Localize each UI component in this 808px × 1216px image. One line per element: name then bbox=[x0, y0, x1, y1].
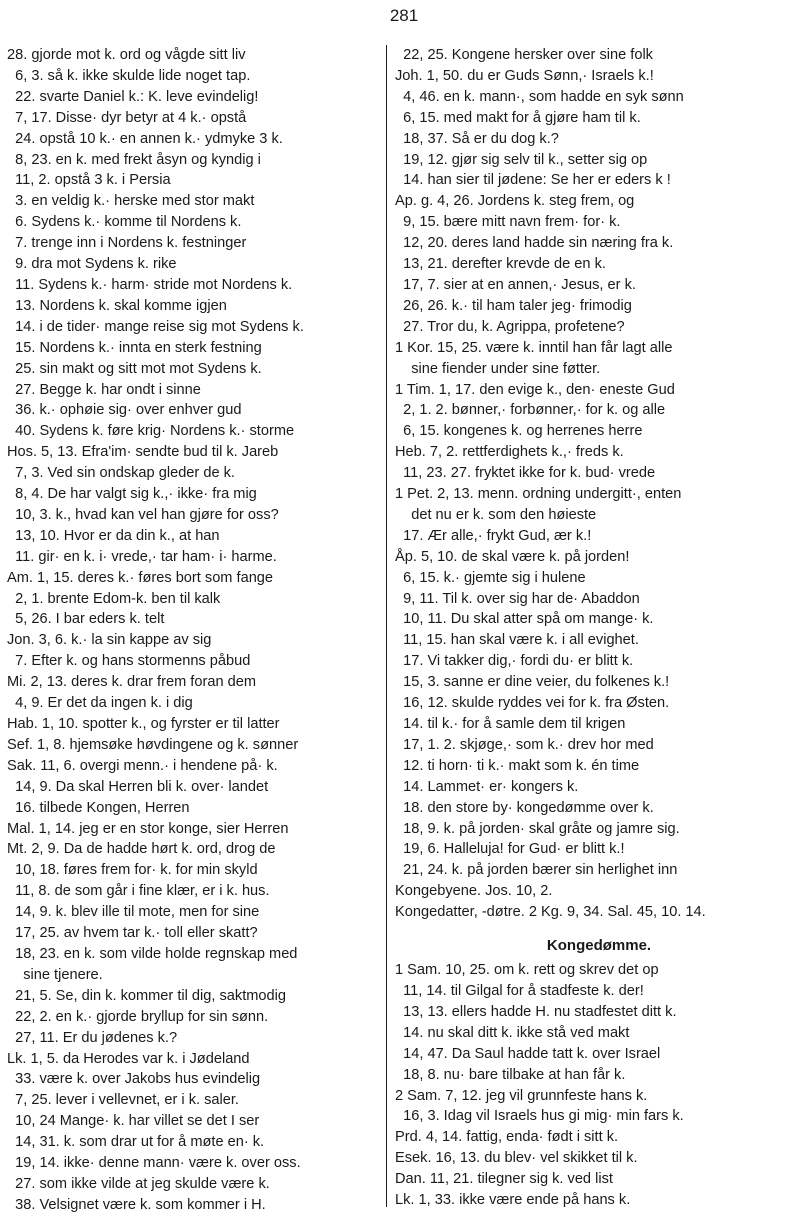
entry-line: 13. Nordens k. skal komme igjen bbox=[7, 297, 227, 314]
entry-line: 27, 11. Er du jødenes k.? bbox=[7, 1029, 178, 1046]
entry-line: 13, 21. derefter krevde de en k. bbox=[395, 256, 606, 273]
right-column-entries-a bbox=[395, 45, 803, 923]
entry-line: Sef. 1, 8. hjemsøke høvdingene og k. sønner bbox=[7, 736, 299, 753]
entry-line: Joh. 1, 50. du er Guds Sønn,· Israels k.! bbox=[395, 67, 654, 84]
entry-line: 11, 15. han skal være k. i all evighet. bbox=[395, 632, 639, 649]
entry-line: 9. dra mot Sydens k. rike bbox=[7, 256, 177, 273]
entry-line: 19, 6. Halleluja! for Gud· er blitt k.! bbox=[395, 841, 625, 858]
entry-line: 13, 13. ellers hadde H. nu stadfestet ditt k. bbox=[395, 1003, 677, 1020]
entry-line: 16, 3. Idag vil Israels hus gi mig· min fars k. bbox=[395, 1108, 684, 1125]
entry-line: 7, 17. Disse· dyr betyr at 4 k.· opstå bbox=[7, 109, 247, 126]
entry-line: 25. sin makt og sitt mot mot Sydens k. bbox=[7, 360, 262, 377]
entry-line: 18, 23. en k. som vilde holde regnskap med bbox=[7, 945, 298, 962]
entry-line: 7. trenge inn i Nordens k. festninger bbox=[7, 235, 247, 252]
entry-line: Jon. 3, 6. k.· la sin kappe av sig bbox=[7, 632, 212, 649]
entry-line: 1 Kor. 15, 25. være k. inntil han får lagt alle bbox=[395, 339, 673, 356]
entry-line: 10, 18. føres frem for· k. for min skyld bbox=[7, 862, 258, 879]
entry-line: 11, 8. de som går i fine klær, er i k. hus. bbox=[7, 883, 270, 900]
entry-line: Am. 1, 15. deres k.· føres bort som fange bbox=[7, 569, 274, 586]
entry-line: 17, 25. av hvem tar k.· toll eller skatt? bbox=[7, 925, 258, 942]
entry-line: 22. svarte Daniel k.: K. leve evindelig! bbox=[7, 88, 259, 105]
entry-line: 18. den store by· kongedømme over k. bbox=[395, 799, 654, 816]
entry-line: sine tjenere. bbox=[7, 966, 103, 983]
entry-line: 2, 1. 2. bønner,· forbønner,· for k. og alle bbox=[395, 402, 666, 419]
entry-line: 21, 24. k. på jorden bærer sin herlighet inn bbox=[395, 862, 678, 879]
entry-line: 6, 15. med makt for å gjøre ham til k. bbox=[395, 109, 641, 126]
entry-line: Prd. 4, 14. fattig, enda· født i sitt k. bbox=[395, 1129, 619, 1146]
entry-line: 14. han sier til jødene: Se her er eders k ! bbox=[395, 172, 671, 189]
entry-line: 6, 15. kongenes k. og herrenes herre bbox=[395, 423, 643, 440]
entry-line: 10, 24 Mange· k. har villet se det I ser bbox=[7, 1113, 260, 1130]
right-column bbox=[395, 45, 803, 1211]
entry-line: 7. Efter k. og hans stormenns påbud bbox=[7, 653, 251, 670]
entry-line: 14. til k.· for å samle dem til krigen bbox=[395, 716, 626, 732]
entry-line: Lk. 1, 5. da Herodes var k. i Jødeland bbox=[7, 1050, 250, 1067]
entry-line: 9, 11. Til k. over sig har de· Abaddon bbox=[395, 590, 640, 607]
entry-line: sine fiender under sine føtter. bbox=[395, 360, 601, 377]
entry-line: Lk. 1, 33. ikke være ende på hans k. bbox=[395, 1192, 631, 1209]
entry-line: 1 Pet. 2, 13. menn. ordning undergitt·, enten bbox=[395, 486, 682, 503]
entry-line: 8, 23. en k. med frekt åsyn og kyndig i bbox=[7, 151, 261, 168]
entry-line: 14. i de tider· mange reise sig mot Sydens k. bbox=[7, 318, 304, 335]
entry-line: 36. k.· ophøie sig· over enhver gud bbox=[7, 402, 242, 419]
entry-line: 26, 26. k.· til ham taler jeg· frimodig bbox=[395, 297, 632, 314]
entry-line: 5, 26. I bar eders k. telt bbox=[7, 611, 165, 628]
entry-line: 21, 5. Se, din k. kommer til dig, saktmodig bbox=[7, 987, 287, 1004]
entry-line: 10, 11. Du skal atter spå om mange· k. bbox=[395, 611, 654, 628]
right-column-entries-b bbox=[395, 960, 803, 1211]
entry-line: 18, 37. Så er du dog k.? bbox=[395, 130, 559, 147]
entry-line: det nu er k. som den høieste bbox=[395, 506, 597, 523]
entry-line: 17, 1. 2. skjøge,· som k.· drev hor med bbox=[395, 736, 654, 753]
entry-line: 38. Velsignet være k. som kommer i H. bbox=[7, 1196, 266, 1213]
entry-line: 19, 12. gjør sig selv til k., setter sig op bbox=[395, 151, 648, 168]
entry-line: 13, 10. Hvor er da din k., at han bbox=[7, 527, 220, 544]
entry-line: 10, 3. k., hvad kan vel han gjøre for oss? bbox=[7, 506, 279, 523]
entry-line: 12. ti horn· ti k.· makt som k. én time bbox=[395, 757, 640, 774]
entry-line: 11, 23. 27. fryktet ikke for k. bud· vrede bbox=[395, 465, 656, 482]
entry-line: 16. tilbede Kongen, Herren bbox=[7, 799, 190, 816]
entry-line: 14, 9. k. blev ille til mote, men for sine bbox=[7, 904, 260, 921]
entry-line: Esek. 16, 13. du blev· vel skikket til k. bbox=[395, 1150, 638, 1167]
entry-line: 27. Tror du, k. Agrippa, profetene? bbox=[395, 318, 625, 335]
entry-line: 2, 1. brente Edom-k. ben til kalk bbox=[7, 590, 221, 607]
entry-line: Dan. 11, 21. tilegner sig k. ved list bbox=[395, 1171, 613, 1188]
left-column bbox=[7, 45, 382, 1216]
entry-line: 6, 15. k.· gjemte sig i hulene bbox=[395, 569, 586, 586]
entry-line: 17, 7. sier at en annen,· Jesus, er k. bbox=[395, 276, 636, 293]
entry-line: Ap. g. 4, 26. Jordens k. steg frem, og bbox=[395, 193, 635, 210]
entry-line: Kongedatter, -døtre. 2 Kg. 9, 34. Sal. 45, 10. 14. bbox=[395, 904, 706, 921]
entry-line: 6, 3. så k. ikke skulde lide noget tap. bbox=[7, 67, 251, 84]
entry-line: Mal. 1, 14. jeg er en stor konge, sier Herren bbox=[7, 820, 289, 837]
entry-line: 14, 47. Da Saul hadde tatt k. over Israel bbox=[395, 1045, 661, 1062]
entry-line: 14, 9. Da skal Herren bli k. over· landet bbox=[7, 778, 269, 795]
entry-line: 14, 31. k. som drar ut for å møte en· k. bbox=[7, 1134, 265, 1151]
entry-line: 11, 2. opstå 3 k. i Persia bbox=[7, 172, 171, 189]
entry-line: 17. Ær alle,· frykt Gud, ær k.! bbox=[395, 527, 592, 544]
entry-line: Hab. 1, 10. spotter k., og fyrster er til latter bbox=[7, 716, 280, 732]
entry-line: 19, 14. ikke· denne mann· være k. over oss. bbox=[7, 1155, 301, 1172]
entry-line: 4, 9. Er det da ingen k. i dig bbox=[7, 695, 193, 712]
entry-line: 7, 25. lever i vellevnet, er i k. saler. bbox=[7, 1092, 239, 1109]
page-number: 281 bbox=[389, 6, 419, 25]
entry-line: 22, 2. en k.· gjorde bryllup for sin sønn. bbox=[7, 1008, 269, 1025]
entry-line: 1 Sam. 10, 25. om k. rett og skrev det op bbox=[395, 962, 659, 979]
entry-line: 1 Tim. 1, 17. den evige k., den· eneste Gud bbox=[395, 381, 675, 398]
entry-line: 17. Vi takker dig,· fordi du· er blitt k. bbox=[395, 653, 634, 670]
entry-line: Mt. 2, 9. Da de hadde hørt k. ord, drog de bbox=[7, 841, 276, 858]
entry-line: Heb. 7, 2. rettferdighets k.,· freds k. bbox=[395, 444, 624, 461]
entry-line: 12, 20. deres land hadde sin næring fra k. bbox=[395, 235, 674, 252]
entry-line: 27. som ikke vilde at jeg skulde være k. bbox=[7, 1175, 270, 1192]
entry-line: 33. være k. over Jakobs hus evindelig bbox=[7, 1071, 261, 1088]
entry-line: 18, 8. nu· bare tilbake at han får k. bbox=[395, 1066, 626, 1083]
entry-line: 2 Sam. 7, 12. jeg vil grunnfeste hans k. bbox=[395, 1087, 648, 1104]
entry-line: Mi. 2, 13. deres k. drar frem foran dem bbox=[7, 674, 256, 691]
entry-line: 6. Sydens k.· komme til Nordens k. bbox=[7, 214, 242, 231]
entry-line: 11. Sydens k.· harm· stride mot Nordens k. bbox=[7, 276, 293, 293]
entry-line: Kongebyene. Jos. 10, 2. bbox=[395, 883, 553, 900]
entry-line: 11. gir· en k. i· vrede,· tar ham· i· harme. bbox=[7, 548, 277, 565]
entry-line: 11, 14. til Gilgal for å stadfeste k. der! bbox=[395, 982, 644, 999]
entry-line: 16, 12. skulde ryddes vei for k. fra Østen. bbox=[395, 695, 670, 712]
entry-line: 24. opstå 10 k.· en annen k.· ydmyke 3 k. bbox=[7, 130, 283, 147]
entry-line: 7, 3. Ved sin ondskap gleder de k. bbox=[7, 465, 235, 482]
entry-line: 3. en veldig k.· herske med stor makt bbox=[7, 193, 255, 210]
entry-line: 15. Nordens k.· innta en sterk festning bbox=[7, 339, 262, 356]
entry-line: 27. Begge k. har ondt i sinne bbox=[7, 381, 201, 398]
section-heading: Kongedømme. bbox=[546, 937, 652, 955]
column-divider bbox=[386, 45, 387, 1207]
entry-line: 22, 25. Kongene hersker over sine folk bbox=[395, 47, 653, 63]
entry-line: 14. Lammet· er· kongers k. bbox=[395, 778, 579, 795]
entry-line: 4, 46. en k. mann·, som hadde en syk sønn bbox=[395, 88, 684, 105]
entry-line: 40. Sydens k. føre krig· Nordens k.· storme bbox=[7, 423, 295, 440]
entry-line: 14. nu skal ditt k. ikke stå ved makt bbox=[395, 1024, 630, 1041]
entry-line: Sak. 11, 6. overgi menn.· i hendene på· k. bbox=[7, 757, 278, 774]
entry-line: 8, 4. De har valgt sig k.,· ikke· fra mig bbox=[7, 486, 257, 503]
entry-line: 15, 3. sanne er dine veier, du folkenes k.! bbox=[395, 674, 670, 691]
entry-line: 28. gjorde mot k. ord og vågde sitt liv bbox=[7, 47, 246, 63]
entry-line: Åp. 5, 10. de skal være k. på jorden! bbox=[395, 548, 630, 565]
entry-line: 18, 9. k. på jorden· skal gråte og jamre sig. bbox=[395, 820, 680, 837]
entry-line: 9, 15. bære mitt navn frem· for· k. bbox=[395, 214, 621, 231]
entry-line: Hos. 5, 13. Efra'im· sendte bud til k. Jareb bbox=[7, 444, 279, 461]
